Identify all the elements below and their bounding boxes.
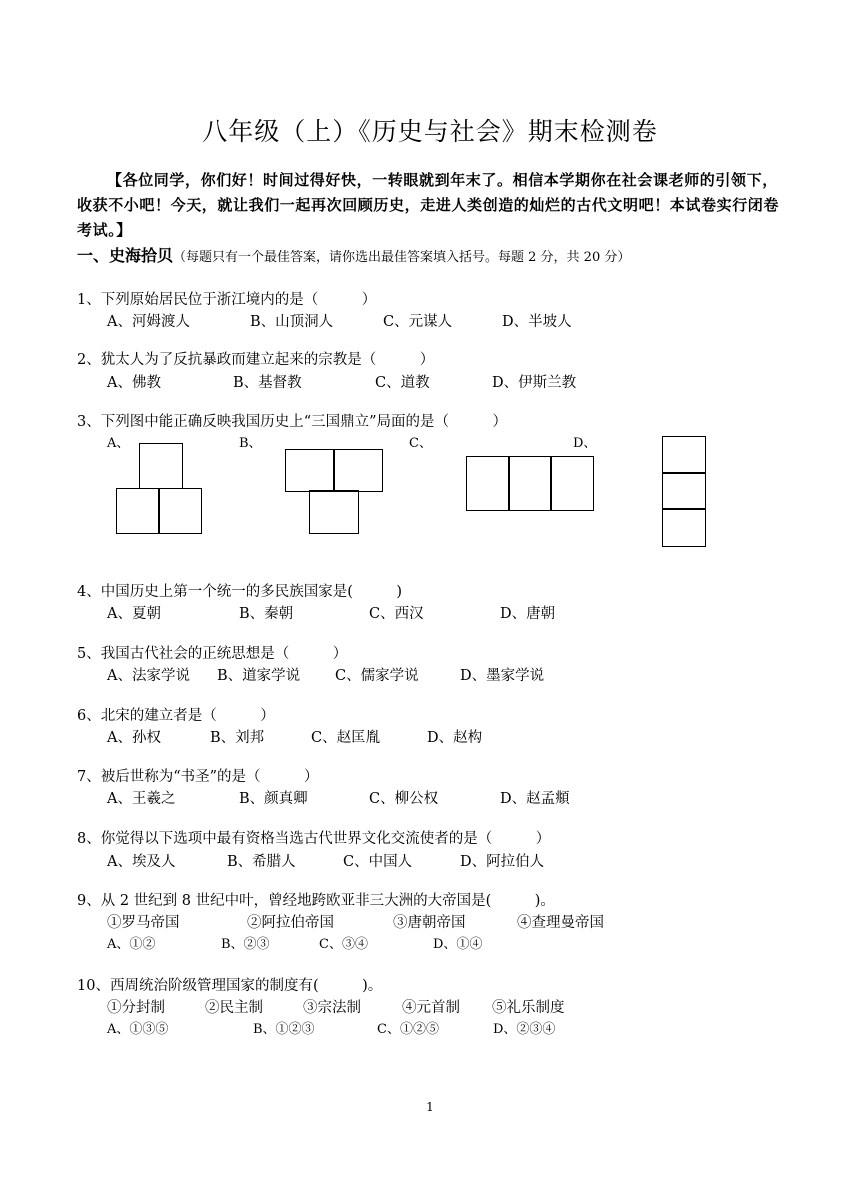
option-b: B、基督教: [233, 375, 302, 391]
choice-item: ④元首制: [402, 1000, 460, 1016]
option-a: A、河姆渡人: [107, 314, 190, 330]
option-c: C、柳公权: [369, 791, 439, 807]
question-1: 1、下列原始居民位于浙江境内的是（ ）: [77, 292, 377, 308]
option-c: C、中国人: [343, 854, 413, 870]
option-d: D、: [573, 436, 597, 451]
question-10: 10、西周统治阶级管理国家的制度有( )。: [77, 978, 383, 994]
option-d: D、赵孟頫: [500, 791, 570, 807]
section-note: （每题只有一个最佳答案，请你选出最佳答案填入括号。每题 2 分，共 20 分）: [173, 250, 631, 265]
question-4: 4、中国历史上第一个统一的多民族国家是( ): [77, 584, 403, 600]
figure-box: [508, 456, 552, 511]
question-7: 7、被后世称为“书圣”的是（ ）: [77, 769, 319, 785]
option-d: D、半坡人: [502, 314, 572, 330]
figure-box: [139, 443, 183, 489]
option-c: C、③④: [319, 937, 368, 952]
section-title: 一、史海拾贝: [77, 246, 174, 265]
option-b: B、: [239, 436, 262, 451]
question-6: 6、北宋的建立者是（ ）: [77, 708, 275, 724]
option-c: C、西汉: [369, 606, 424, 622]
figure-box: [333, 449, 383, 492]
question-8: 8、你觉得以下选项中最有资格当选古代世界文化交流使者的是（ ）: [77, 831, 551, 847]
question-3: 3、下列图中能正确反映我国历史上“三国鼎立”局面的是（ ）: [77, 414, 508, 430]
option-a: A、王羲之: [107, 791, 176, 807]
option-b: B、②③: [221, 937, 270, 952]
option-b: B、希腊人: [227, 854, 296, 870]
choice-item: ⑤礼乐制度: [492, 1000, 565, 1016]
option-c: C、儒家学说: [335, 668, 419, 684]
option-c: C、①②⑤: [377, 1022, 439, 1037]
choice-item: ④查理曼帝国: [517, 915, 604, 931]
figure-box: [309, 490, 359, 534]
option-d: D、墨家学说: [460, 668, 545, 684]
option-c: C、道教: [375, 375, 430, 391]
question-5: 5、我国古代社会的正统思想是（ ）: [77, 646, 348, 662]
option-d: D、伊斯兰教: [492, 375, 577, 391]
option-d: D、①④: [433, 937, 483, 952]
choice-item: ①分封制: [107, 1000, 165, 1016]
figure-box: [158, 488, 202, 534]
choice-item: ③宗法制: [303, 1000, 361, 1016]
option-b: B、①②③: [253, 1022, 315, 1037]
option-b: B、颜真卿: [239, 791, 308, 807]
option-a: A、佛教: [107, 375, 161, 391]
section-heading: [77, 243, 630, 266]
option-c: C、: [409, 436, 432, 451]
choice-item: ①罗马帝国: [107, 915, 180, 931]
option-c: C、元谋人: [383, 314, 453, 330]
option-a: A、夏朝: [107, 606, 161, 622]
option-c: C、赵匡胤: [311, 730, 381, 746]
option-d: D、唐朝: [500, 606, 556, 622]
option-d: D、赵构: [427, 730, 483, 746]
option-d: D、②③④: [493, 1022, 556, 1037]
choice-item: ②民主制: [205, 1000, 263, 1016]
question-2: 2、犹太人为了反抗暴政而建立起来的宗教是（ ）: [77, 352, 435, 368]
page-number: 1: [426, 1100, 434, 1114]
choice-item: ③唐朝帝国: [393, 915, 466, 931]
option-a: A、①③⑤: [107, 1022, 169, 1037]
option-a: A、孙权: [107, 730, 161, 746]
option-a: A、埃及人: [107, 854, 176, 870]
figure-box: [116, 488, 160, 534]
option-d: D、阿拉伯人: [460, 854, 545, 870]
figure-box: [662, 508, 706, 547]
option-b: B、道家学说: [217, 668, 301, 684]
figure-box: [466, 456, 510, 511]
question-9: 9、从 2 世纪到 8 世纪中叶，曾经地跨欧亚非三大洲的大帝国是( )。: [77, 893, 555, 909]
option-b: B、秦朝: [239, 606, 294, 622]
figure-box: [285, 449, 335, 492]
choice-item: ②阿拉伯帝国: [247, 915, 334, 931]
option-a: A、法家学说: [107, 668, 190, 684]
option-b: B、刘邦: [210, 730, 265, 746]
option-b: B、山顶洞人: [250, 314, 334, 330]
option-a: A、: [107, 436, 130, 451]
option-a: A、①②: [107, 937, 156, 952]
figure-box: [662, 436, 706, 474]
exam-title: 八年级（上）《历史与社会》期末检测卷: [202, 117, 658, 146]
figure-box: [550, 456, 594, 511]
figure-box: [662, 472, 706, 510]
intro-paragraph: 【各位同学，你们好！时间过得好快，一转眼就到年末了。相信本学期你在社会课老师的引领下，收获不小吧！今天，就让我们一起再次回顾历史，走进人类创造的灿烂的古代文明吧！本试卷实行闭卷考试。】: [77, 171, 780, 239]
